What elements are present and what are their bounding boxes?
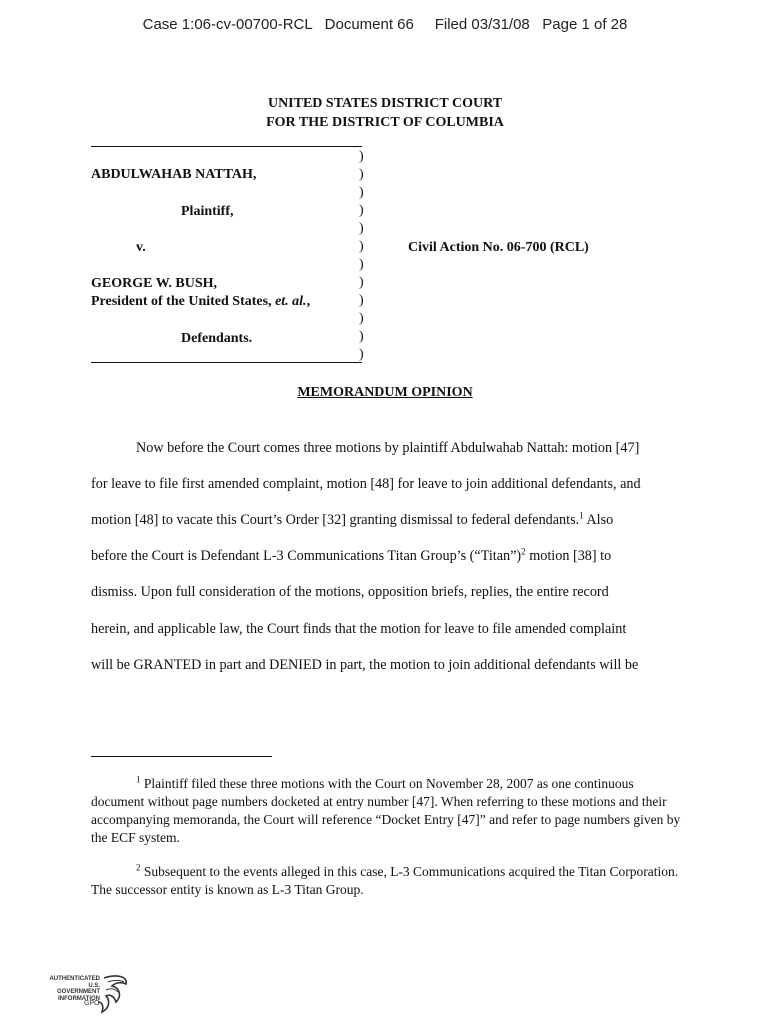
body-line-4	[91, 548, 691, 565]
eagle-icon	[44, 972, 134, 1018]
page-header: Case 1:06-cv-00700-RCL Document 66 Filed 03/31/08 Page 1 of 28	[142, 16, 628, 33]
footnote-1-number: 1	[136, 774, 141, 785]
defendant-title-italic: et. al.	[275, 294, 307, 309]
logo-line1: AUTHENTICATED	[49, 976, 100, 982]
logo-line2: U.S. GOVERNMENT	[56, 982, 100, 995]
defendant-label: Defendants.	[181, 331, 253, 346]
versus: v.	[136, 240, 146, 255]
plaintiff-label: Plaintiff,	[181, 204, 234, 219]
civil-action-number: Civil Action No. 06-700 (RCL)	[408, 240, 589, 255]
body-line-3	[91, 512, 691, 529]
caption-parentheses: ) ) ) ) ) ) ) ) ) ) ) )	[359, 149, 364, 362]
defendant-title-suffix: ,	[306, 294, 311, 309]
body-line-1: Now before the Court comes three motions by plaintiff Abdulwahab Nattah: motion [47]	[136, 440, 640, 456]
footnote-2-number: 2	[136, 862, 141, 873]
body-line-4-text: before the Court is Defendant L-3 Communications Titan Group’s (“Titan”)	[91, 548, 522, 564]
gpo-authentication-logo	[44, 972, 134, 1018]
defendant-title	[91, 294, 310, 310]
plaintiff-name: ABDULWAHAB NATTAH,	[91, 167, 257, 182]
body-line-6: herein, and applicable law, the Court finds that the motion for leave to file amended complaint	[91, 621, 627, 637]
body-line-7: will be GRANTED in part and DENIED in part, the motion to join additional defendants will be	[91, 657, 639, 673]
defendant-title-text: President of the United States,	[91, 294, 276, 309]
footnote-2-text: Subsequent to the events alleged in this case, L-3 Communications acquired the Titan Corporation. The successor entity is known as L-3 Titan Group.	[91, 864, 679, 897]
body-line-3-text: motion [48] to vacate this Court’s Order [32] granting dismissal to federal defendants.	[91, 512, 580, 528]
court-name-line2: FOR THE DISTRICT OF COLUMBIA	[266, 115, 504, 130]
footnote-ref-1: 1	[579, 510, 584, 521]
logo-line3: INFORMATION	[58, 995, 100, 1002]
footnote-2	[91, 863, 681, 899]
footnote-separator	[91, 756, 272, 757]
body-line-5: dismiss. Upon full consideration of the motions, opposition briefs, replies, the entire record	[91, 584, 609, 600]
caption-top-rule	[91, 146, 362, 147]
footnote-1	[91, 775, 681, 847]
logo-gpo: GPO	[84, 1000, 100, 1007]
memorandum-title: MEMORANDUM OPINION	[297, 385, 473, 400]
footnote-1-text: Plaintiff filed these three motions with the Court on November 28, 2007 as one continuous document without page numbers docketed at entry number [47]. When referring to these motions and their accompanying memoranda, the Court will reference “Docket Entry [47]” and refer to page numbers given by the ECF system.	[91, 776, 681, 845]
body-line-4-end: motion [38] to	[525, 548, 612, 564]
footnote-ref-2: 2	[521, 546, 526, 557]
body-line-3-end: Also	[583, 512, 614, 528]
body-line-2: for leave to file first amended complaint, motion [48] for leave to join additional defendants, and	[91, 476, 641, 492]
court-name-line1: UNITED STATES DISTRICT COURT	[267, 96, 503, 111]
defendant-name: GEORGE W. BUSH,	[91, 276, 218, 291]
caption-bottom-rule	[91, 362, 362, 363]
court-name	[0, 94, 770, 132]
